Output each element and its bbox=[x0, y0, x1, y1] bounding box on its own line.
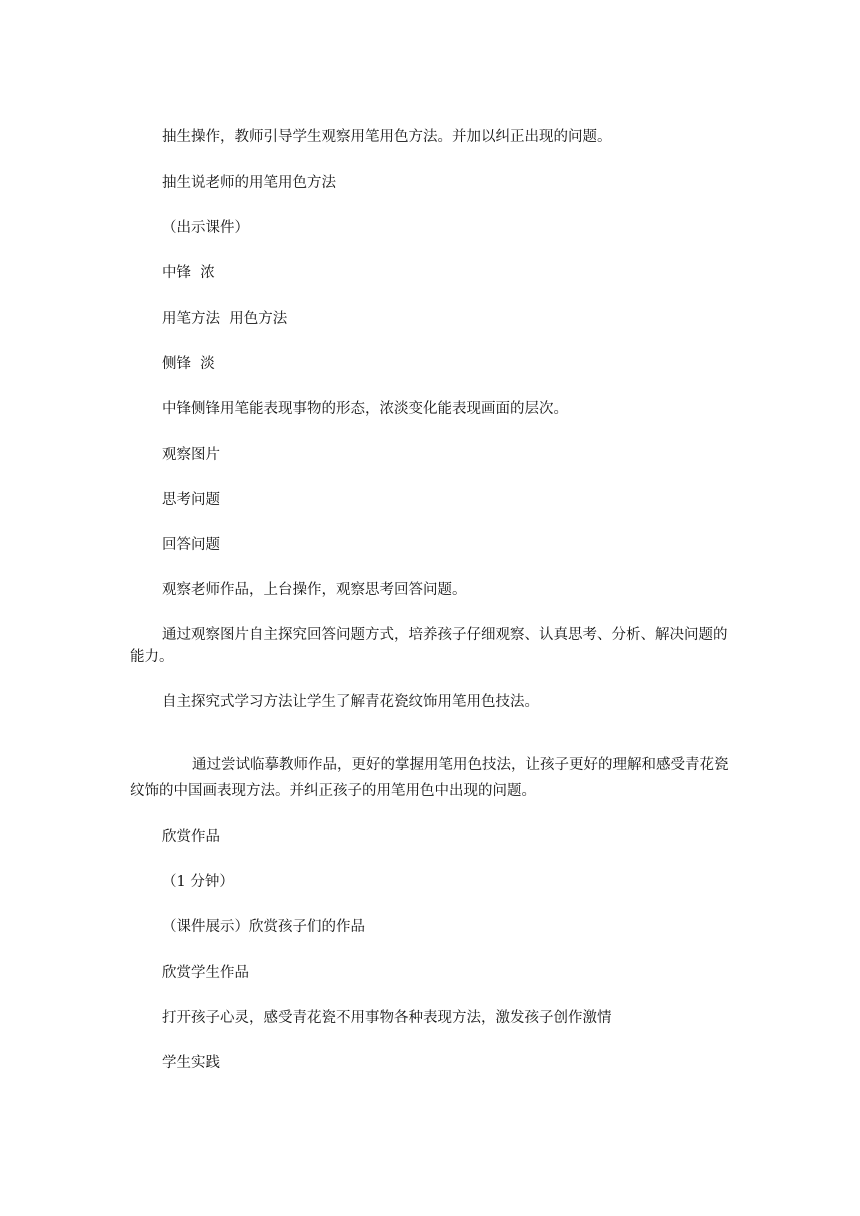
paragraph-4: 中锋 浓 bbox=[162, 265, 215, 281]
paragraph-11: 观察老师作品，上台操作，观察思考回答问题。 bbox=[162, 582, 467, 598]
paragraph-14: 通过尝试临摹教师作品，更好的掌握用笔用色技法，让孩子更好的理解和感受青花瓷纹饰的中国画表现方法。并纠正孩子的用笔用色中出现的问题。 bbox=[130, 757, 729, 799]
paragraph-3: （出示课件） bbox=[162, 220, 249, 236]
paragraph-19: 打开孩子心灵，感受青花瓷不用事物各种表现方法，激发孩子创作激情 bbox=[162, 1010, 612, 1026]
paragraph-20: 学生实践 bbox=[162, 1055, 220, 1071]
paragraph-9: 思考问题 bbox=[162, 492, 220, 508]
paragraph-15: 欣赏作品 bbox=[162, 829, 220, 845]
paragraph-8: 观察图片 bbox=[162, 447, 220, 463]
paragraph-1: 抽生操作，教师引导学生观察用笔用色方法。并加以纠正出现的问题。 bbox=[162, 129, 612, 145]
paragraph-5: 用笔方法 用色方法 bbox=[162, 311, 288, 327]
paragraph-7: 中锋侧锋用笔能表现事物的形态，浓淡变化能表现画面的层次。 bbox=[162, 401, 568, 417]
paragraph-2: 抽生说老师的用笔用色方法 bbox=[162, 175, 336, 191]
paragraph-10: 回答问题 bbox=[162, 537, 220, 553]
paragraph-12: 通过观察图片自主探究回答问题方式，培养孩子仔细观察、认真思考、分析、解决问题的能力。 bbox=[130, 627, 728, 665]
paragraph-16: （1 分钟） bbox=[162, 874, 234, 890]
paragraph-13: 自主探究式学习方法让学生了解青花瓷纹饰用笔用色技法。 bbox=[162, 694, 539, 710]
paragraph-18: 欣赏学生作品 bbox=[162, 965, 249, 981]
paragraph-17: （课件展示）欣赏孩子们的作品 bbox=[162, 919, 365, 935]
paragraph-6: 侧锋 淡 bbox=[162, 356, 215, 372]
